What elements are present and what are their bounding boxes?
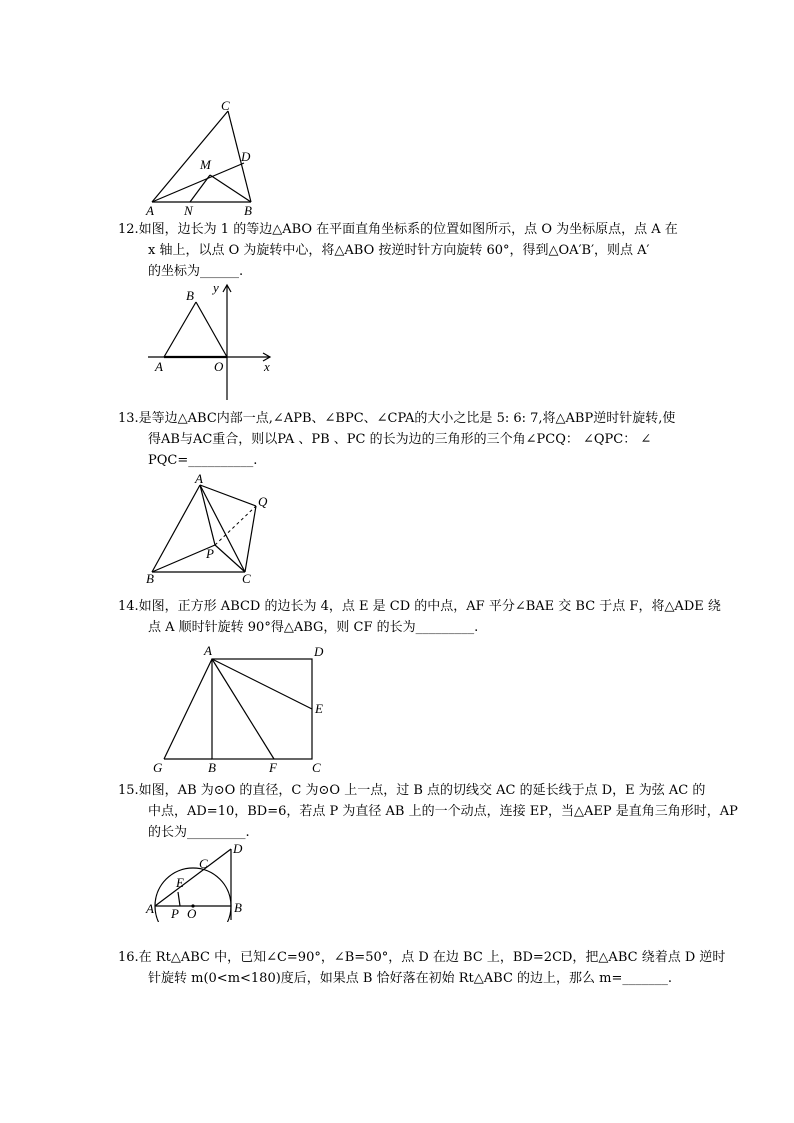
figure-q14 <box>145 640 335 778</box>
figure-q13 <box>140 473 275 585</box>
label-c: C <box>221 98 230 113</box>
question-14 <box>118 596 721 638</box>
question-15-line-3: 的长为_________. <box>148 825 250 840</box>
label-c: C <box>242 571 251 585</box>
label-o: O <box>187 906 197 921</box>
label-d: D <box>241 149 251 164</box>
label-o: O <box>214 359 224 374</box>
label-y: y <box>213 280 219 295</box>
question-16-line-1: 16.在 Rt△ABC 中，已知∠C=90°，∠B=50°，点 D 在边 BC 上，BD=2CD，把△ABC 绕着点 D 逆时 <box>118 950 726 965</box>
label-d: D <box>233 841 243 856</box>
question-16-line-2: 针旋转 m(0<m<180)度后，如果点 B 恰好落在初始 Rt△ABC 的边上，那么 m=_______. <box>148 971 673 986</box>
question-13-line-2: 得AB与AC重合，则以PA 、PB 、PC 的长为边的三角形的三个角∠PCQ： ∠QPC： ∠ <box>148 432 652 447</box>
question-12 <box>118 219 698 282</box>
label-a: A <box>146 203 154 218</box>
label-a: A <box>195 473 203 486</box>
question-14-line-1: 14.如图，正方形 ABCD 的边长为 4，点 E 是 CD 的中点，AF 平分∠BAE 交 BC 于点 F，将△ADE 绕 <box>118 599 721 614</box>
label-n: N <box>184 203 193 218</box>
label-a: A <box>204 643 212 658</box>
label-b: B <box>234 900 242 915</box>
label-p: P <box>171 906 179 921</box>
label-b: B <box>186 288 194 303</box>
question-12-line-2: x 轴上，以点 O 为旋转中心，将△ABO 按逆时针方向旋转 60°，得到△OA′B′，则点 A′ <box>148 243 650 258</box>
question-15 <box>118 780 738 843</box>
question-12-line-3: 的坐标为______. <box>148 264 244 279</box>
question-13-line-1: 13.是等边△ABC内部一点,∠APB、∠BPC、∠CPA的大小之比是 5: 6: 7,将△ABP逆时针旋转,使 <box>118 411 676 426</box>
label-c: C <box>199 856 208 871</box>
figure-q12 <box>140 280 280 405</box>
label-e: E <box>315 701 323 716</box>
label-a: A <box>146 901 154 916</box>
label-e: E <box>176 875 184 890</box>
question-15-line-2: 中点，AD=10，BD=6，若点 P 为直径 AB 上的一个动点，连接 EP，当△AEP 是直角三角形时，AP <box>148 804 738 819</box>
label-c: C <box>312 760 321 775</box>
label-f: F <box>269 760 277 775</box>
question-14-line-2: 点 A 顺时针旋转 90°得△ABG，则 CF 的长为_________. <box>148 620 479 635</box>
label-b: B <box>208 760 216 775</box>
label-q: Q <box>258 494 268 509</box>
question-13 <box>118 408 698 471</box>
label-p: P <box>206 546 214 561</box>
figure-q15 <box>140 840 255 922</box>
label-d: D <box>314 644 324 659</box>
question-12-line-1: 12.如图，边长为 1 的等边△ABO 在平面直角坐标系的位置如图所示，点 O 为坐标原点，点 A 在 <box>118 222 678 237</box>
question-16 <box>118 947 726 989</box>
label-x: x <box>264 359 270 374</box>
label-b: B <box>244 203 252 218</box>
label-a: A <box>155 359 163 374</box>
question-15-line-1: 15.如图，AB 为⊙O 的直径，C 为⊙O 上一点，过 B 点的切线交 AC 的延长线于点 D，E 为弦 AC 的 <box>118 783 706 798</box>
label-b: B <box>146 571 154 585</box>
label-m: M <box>200 157 211 172</box>
figure-q11 <box>140 95 270 220</box>
label-g: G <box>153 760 163 775</box>
question-13-line-3: PQC=__________. <box>148 453 258 468</box>
